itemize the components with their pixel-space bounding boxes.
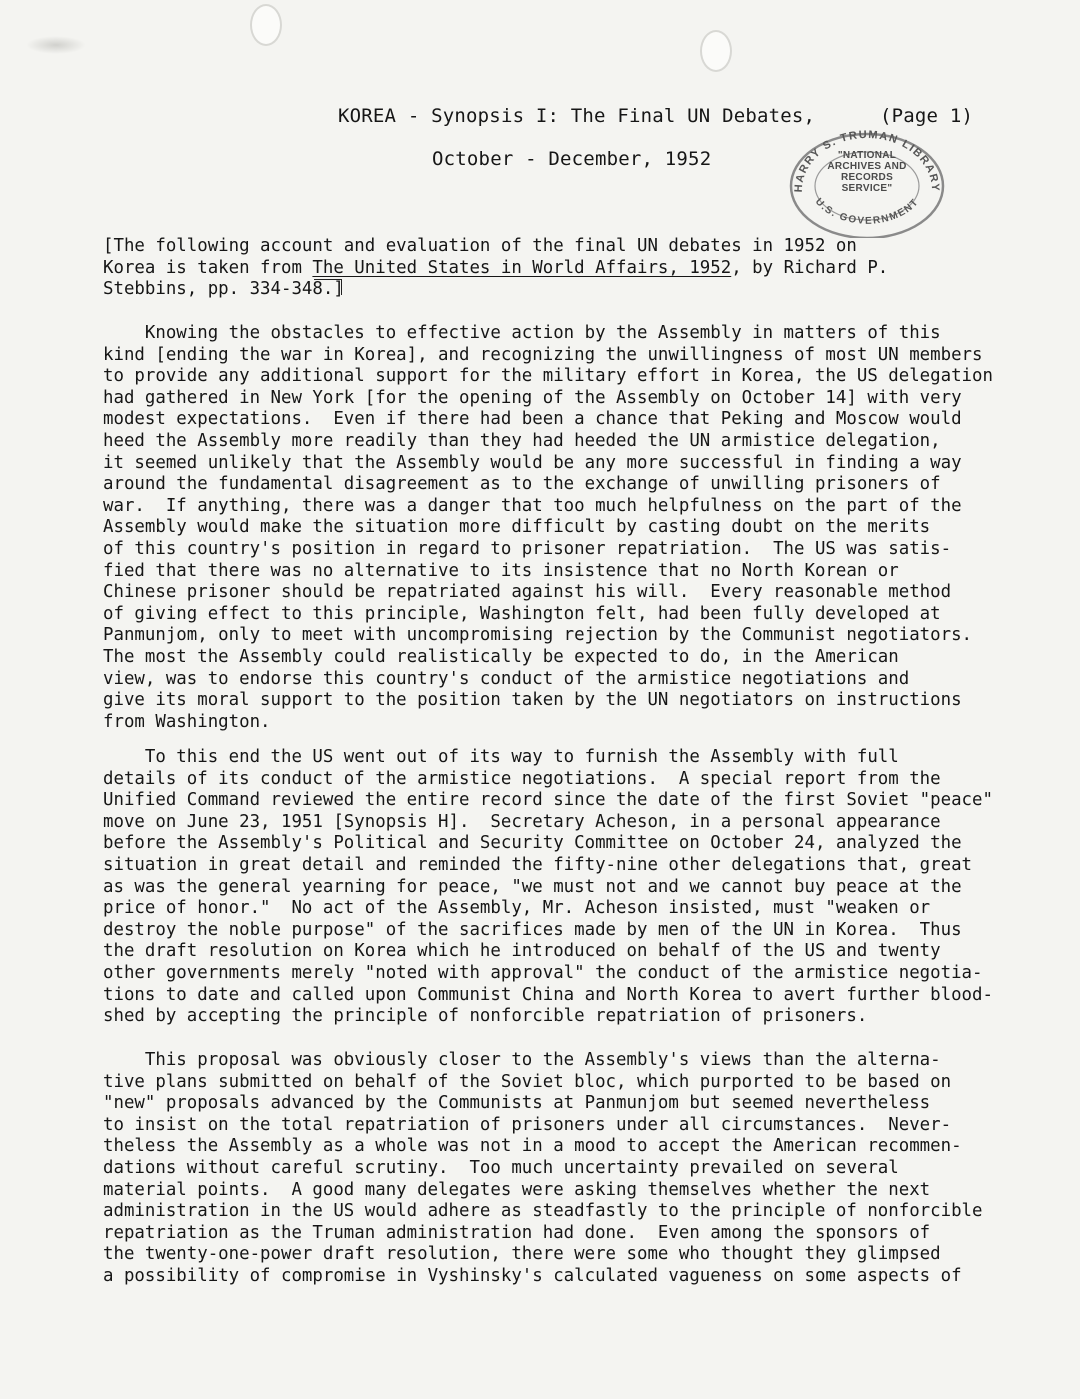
text-line: tions to date and called upon Communist China and North Korea to avert further blood-: [103, 984, 993, 1005]
text-line: destroy the noble purpose" of the sacrifices made by men of the UN in Korea. Thus: [103, 919, 962, 940]
stamp-line: RECORDS: [840, 172, 894, 183]
text-line: around the fundamental disagreement as to the exchange of unwilling prisoners of: [103, 474, 941, 495]
text-line: This proposal was obviously closer to the Assembly's views than the alterna-: [103, 1050, 941, 1070]
text-line: to provide any additional support for the military effort in Korea, the US delegation: [103, 366, 993, 387]
text-line: "new" proposals advanced by the Communists at Panmunjom but seemed nevertheless: [103, 1093, 931, 1114]
text-line: the twenty-one-power draft resolution, there were some who thought they glimpsed: [103, 1244, 941, 1265]
text-line: The most the Assembly could realistically be expected to do, in the American: [103, 646, 899, 667]
text-line: details of its conduct of the armistice negotiations. A special report from the: [103, 768, 941, 789]
text-line: to insist on the total repatriation of prisoners under all circumstances. Never-: [103, 1114, 952, 1135]
text-line: dations without careful scrutiny. Too much uncertainty prevailed on several: [103, 1157, 899, 1178]
text-line: material points. A good many delegates were asking themselves whether the next: [103, 1179, 931, 1200]
text-line: theless the Assembly as a whole was not in a mood to accept the American recommen-: [103, 1136, 962, 1157]
stamp-line: SERVICE": [841, 183, 893, 194]
page-number: (Page 1): [880, 105, 974, 127]
bracket-rule: [314, 279, 342, 280]
text-line: a possibility of compromise in Vyshinsky's calculated vagueness on some aspects of: [103, 1265, 962, 1286]
stamp-top-text: HARRY S. TRUMAN LIBRARY: [792, 128, 942, 193]
scan-smudge: [26, 36, 86, 54]
text-line: [The following account and evaluation of the final UN debates in 1952 on: [103, 236, 857, 256]
text-line: shed by accepting the principle of nonforcible repatriation of prisoners.: [103, 1006, 868, 1027]
stamp-line: ARCHIVES AND: [827, 161, 907, 172]
text-line: Assembly would make the situation more difficult by casting doubt on the merits: [103, 517, 931, 538]
text-line: from Washington.: [103, 711, 271, 732]
stamp-center-text: [784, 150, 950, 194]
text-line: war. If anything, there was a danger that too much helpfulness on the part of the: [103, 495, 962, 516]
text-line: other governments merely "noted with approval" the conduct of the armistice negotia-: [103, 962, 983, 983]
svg-text:U.S. GOVERNMENT: [813, 196, 922, 226]
text-line: Unified Command reviewed the entire record since the date of the first Soviet "peace": [103, 790, 993, 811]
document-title: KOREA - Synopsis I: The Final UN Debates,: [338, 105, 816, 127]
text-fragment: Korea is taken from: [103, 257, 313, 278]
text-line: [103, 258, 1003, 280]
library-stamp: [784, 128, 950, 238]
text-line: the draft resolution on Korea which he introduced on behalf of the US and twenty: [103, 941, 941, 962]
text-line: of giving effect to this principle, Washington felt, had been fully developed at: [103, 603, 941, 624]
punch-hole: [250, 4, 282, 46]
text-line: give its moral support to the position taken by the UN negotiators on instructions: [103, 690, 962, 711]
text-line: modest expectations. Even if there had been a chance that Peking and Moscow would: [103, 409, 962, 430]
text-line: it seemed unlikely that the Assembly would be any more successful in finding a way: [103, 452, 962, 473]
text-line: Panmunjom, only to meet with uncompromising rejection by the Communist negotiators.: [103, 625, 973, 646]
text-line: To this end the US went out of its way to furnish the Assembly with full: [103, 747, 899, 767]
text-line: before the Assembly's Political and Security Committee on October 24, analyzed the: [103, 833, 962, 854]
intro-note: [103, 236, 1003, 301]
stamp-bottom-text: U.S. GOVERNMENT: [812, 196, 922, 227]
text-line: tive plans submitted on behalf of the Soviet bloc, which purported to be based on: [103, 1071, 952, 1092]
text-line: price of honor." No act of the Assembly, Mr. Acheson insisted, must "weaken or: [103, 898, 931, 919]
stamp-line: "NATIONAL: [837, 150, 897, 161]
body-paragraph: [103, 323, 1003, 733]
text-line: Chinese prisoner should be repatriated against his will. Every reasonable method: [103, 582, 952, 603]
text-fragment: , by Richard P.: [731, 257, 889, 278]
text-line: had gathered in New York [for the opening of the Assembly on October 14] with very: [103, 387, 962, 408]
text-line: move on June 23, 1951 [Synopsis H]. Secretary Acheson, in a personal appearance: [103, 811, 941, 832]
body-paragraph: [103, 747, 1003, 1028]
text-line: view, was to endorse this country's conduct of the armistice negotiations and: [103, 668, 910, 689]
text-line: fied that there was no alternative to its insistence that no North Korean or: [103, 560, 899, 581]
text-line: as was the general yearning for peace, "we must not and we cannot buy peace at the: [103, 876, 962, 897]
book-title: The United States in World Affairs, 1952: [312, 257, 732, 278]
text-line: Stebbins, pp. 334-348.]: [103, 279, 344, 300]
text-line: kind [ending the war in Korea], and recognizing the unwillingness of most UN members: [103, 344, 983, 365]
text-line: repatriation as the Truman administration had done. Even among the sponsors of: [103, 1222, 931, 1243]
text-line: of this country's position in regard to prisoner repatriation. The US was satis-: [103, 538, 952, 559]
text-line: Knowing the obstacles to effective action by the Assembly in matters of this: [103, 323, 941, 343]
text-line: administration in the US would adhere as steadfastly to the principle of nonforcible: [103, 1201, 983, 1222]
punch-hole: [700, 30, 732, 72]
text-line: situation in great detail and reminded the fifty-nine other delegations that, great: [103, 854, 973, 875]
body-paragraph: [103, 1050, 1003, 1288]
text-line: heed the Assembly more readily than they had heeded the UN armistice delegation,: [103, 430, 941, 451]
bracket-rule: [341, 279, 342, 295]
date-range: October - December, 1952: [432, 148, 712, 170]
